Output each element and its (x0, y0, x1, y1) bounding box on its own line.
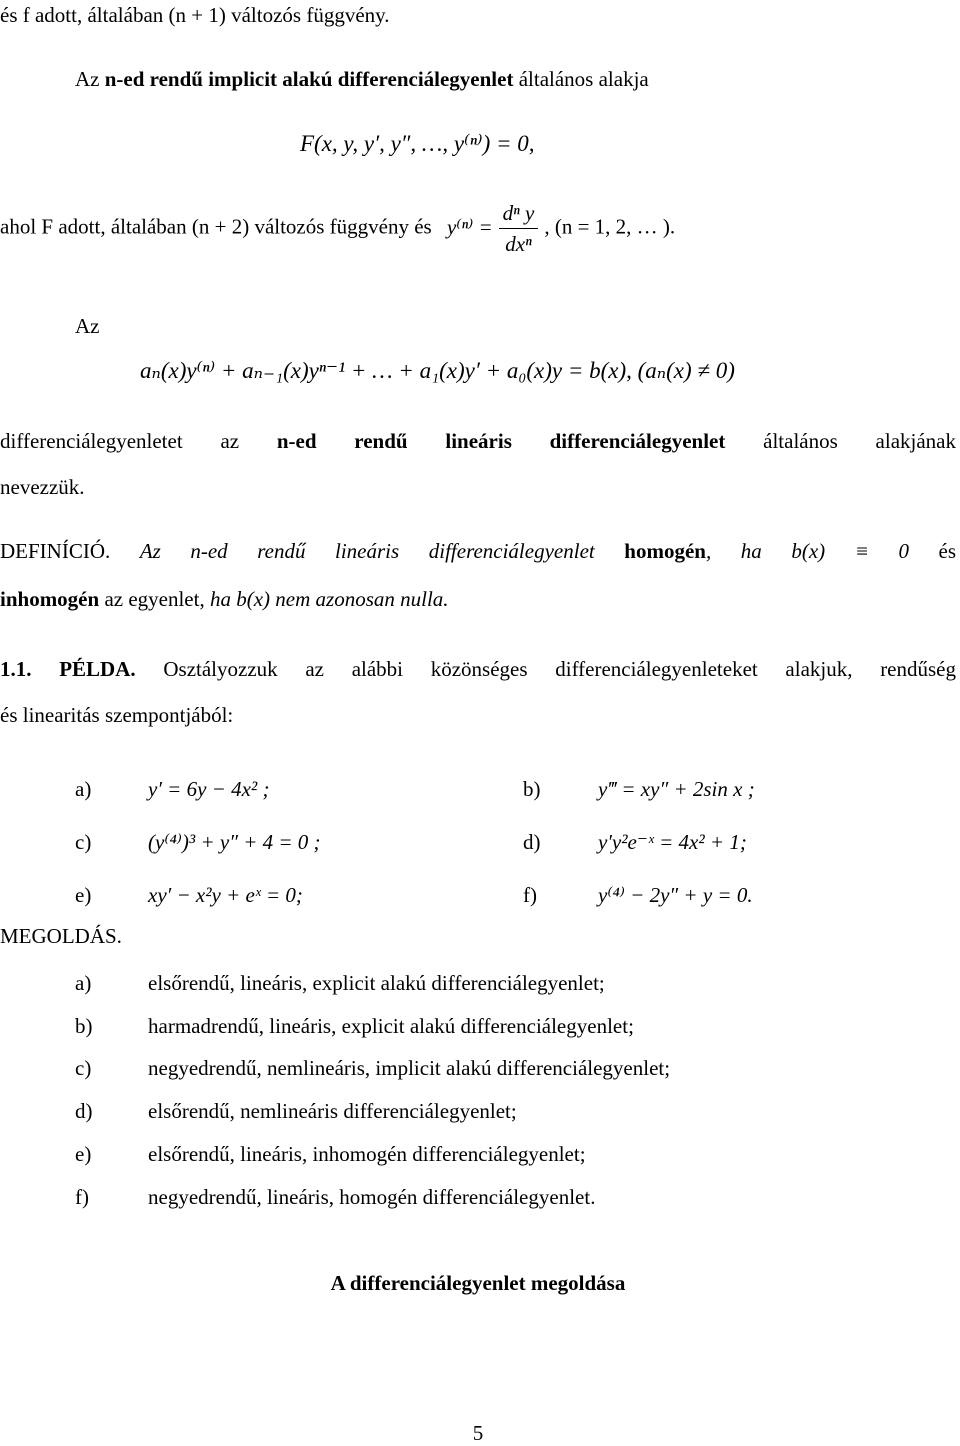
derivative-lhs: y⁽ⁿ⁾ = (446, 214, 493, 239)
linear-equation: aₙ(x)y⁽ⁿ⁾ + aₙ₋₁(x)yⁿ⁻¹ + … + a₁(x)y′ + a₀(x)y = b(x), (aₙ(x) ≠ 0) (140, 358, 735, 383)
derivative-fraction (499, 200, 539, 258)
definition-line1: DEFINÍCIÓ. Az n-ed rendű lineáris differenciálegyenlet homogén, ha b(x) ≡ 0 és (0, 539, 957, 563)
solution-text: elsőrendű, lineáris, inhomogén differenciálegyenlet; (148, 1142, 586, 1166)
ahol-text: ahol F adott, általában (n + 2) változós függvény és (0, 214, 432, 239)
page-number: 5 (472, 1421, 484, 1445)
solution-label: a) (75, 971, 92, 995)
equation-row-1 (0, 776, 956, 806)
equation-e: xy′ − x²y + eˣ = 0; (148, 883, 303, 907)
section-title: A differenciálegyenlet megoldása (330, 1271, 626, 1295)
equation-d: y′y²e⁻ˣ = 4x² + 1; (598, 830, 747, 854)
solution-row-f (0, 1184, 956, 1214)
solution-label: c) (75, 1056, 92, 1080)
implicit-equation: F(x, y, y′, y″, …, y⁽ⁿ⁾) = 0, (300, 131, 535, 156)
definition-condition: b(x) ≡ 0 (791, 539, 909, 563)
equation-a: y′ = 6y − 4x² ; (148, 777, 270, 801)
linear-description: differenciálegyenletet az n-ed rendű lineáris differenciálegyenlet általános alakjának (0, 429, 956, 453)
solution-text: harmadrendű, lineáris, explicit alakú differenciálegyenlet; (148, 1014, 634, 1038)
linear-description-bold: n-ed rendű lineáris differenciálegyenlet (276, 429, 726, 453)
solution-row-e (0, 1141, 956, 1171)
example-label: 1.1. PÉLDA. (0, 657, 136, 681)
ahol-line (0, 200, 956, 258)
solution-row-d (0, 1098, 956, 1128)
equation-label-c: c) (75, 830, 92, 854)
equation-row-3 (0, 882, 956, 912)
fraction-denominator: dxⁿ (505, 232, 532, 257)
example-line1: 1.1. PÉLDA. Osztályozzuk az alábbi közönséges differenciálegyenleteket alakjuk, rendűség (0, 657, 957, 681)
solution-label: e) (75, 1142, 92, 1166)
definition-line2: inhomogén az egyenlet, ha b(x) nem azonosan nulla. (0, 587, 449, 611)
equation-label-b: b) (523, 777, 541, 801)
equation-label-f: f) (523, 883, 537, 907)
equation-label-a: a) (75, 777, 92, 801)
equation-label-d: d) (523, 830, 541, 854)
equation-label-e: e) (75, 883, 92, 907)
example-line2: és linearitás szempontjából: (0, 703, 234, 727)
linear-description-line2: nevezzük. (0, 475, 85, 499)
solution-text: negyedrendű, lineáris, homogén differenciálegyenlet. (148, 1185, 596, 1209)
equation-f: y⁽⁴⁾ − 2y″ + y = 0. (598, 883, 753, 907)
solution-label: b) (75, 1014, 93, 1038)
solution-row-c (0, 1055, 956, 1085)
definition-label: DEFINÍCIÓ. (0, 539, 111, 563)
solution-text: elsőrendű, lineáris, explicit alakú differenciálegyenlet; (148, 971, 605, 995)
derivative-range: , (n = 1, 2, … ). (544, 214, 676, 239)
implicit-heading: Az n-ed rendű implicit alakú differenciálegyenlet általános alakja (75, 67, 649, 91)
implicit-heading-bold: n-ed rendű implicit alakú differenciálegyenlet (104, 67, 514, 91)
solution-text: elsőrendű, nemlineáris differenciálegyenlet; (148, 1099, 517, 1123)
az-word: Az (75, 314, 100, 338)
solution-text: negyedrendű, nemlineáris, implicit alakú differenciálegyenlet; (148, 1056, 671, 1080)
intro-line: és f adott, általában (n + 1) változós függvény. (0, 3, 390, 27)
solution-heading: MEGOLDÁS. (0, 924, 122, 948)
equation-row-2 (0, 829, 956, 859)
solution-label: f) (75, 1185, 89, 1209)
fraction-numerator: dⁿ y (499, 200, 539, 229)
solution-row-a (0, 970, 956, 1000)
solution-row-b (0, 1013, 956, 1043)
equation-c: (y⁽⁴⁾)³ + y″ + 4 = 0 ; (148, 830, 321, 854)
solution-label: d) (75, 1099, 93, 1123)
equation-b: y‴ = xy″ + 2sin x ; (598, 777, 755, 801)
